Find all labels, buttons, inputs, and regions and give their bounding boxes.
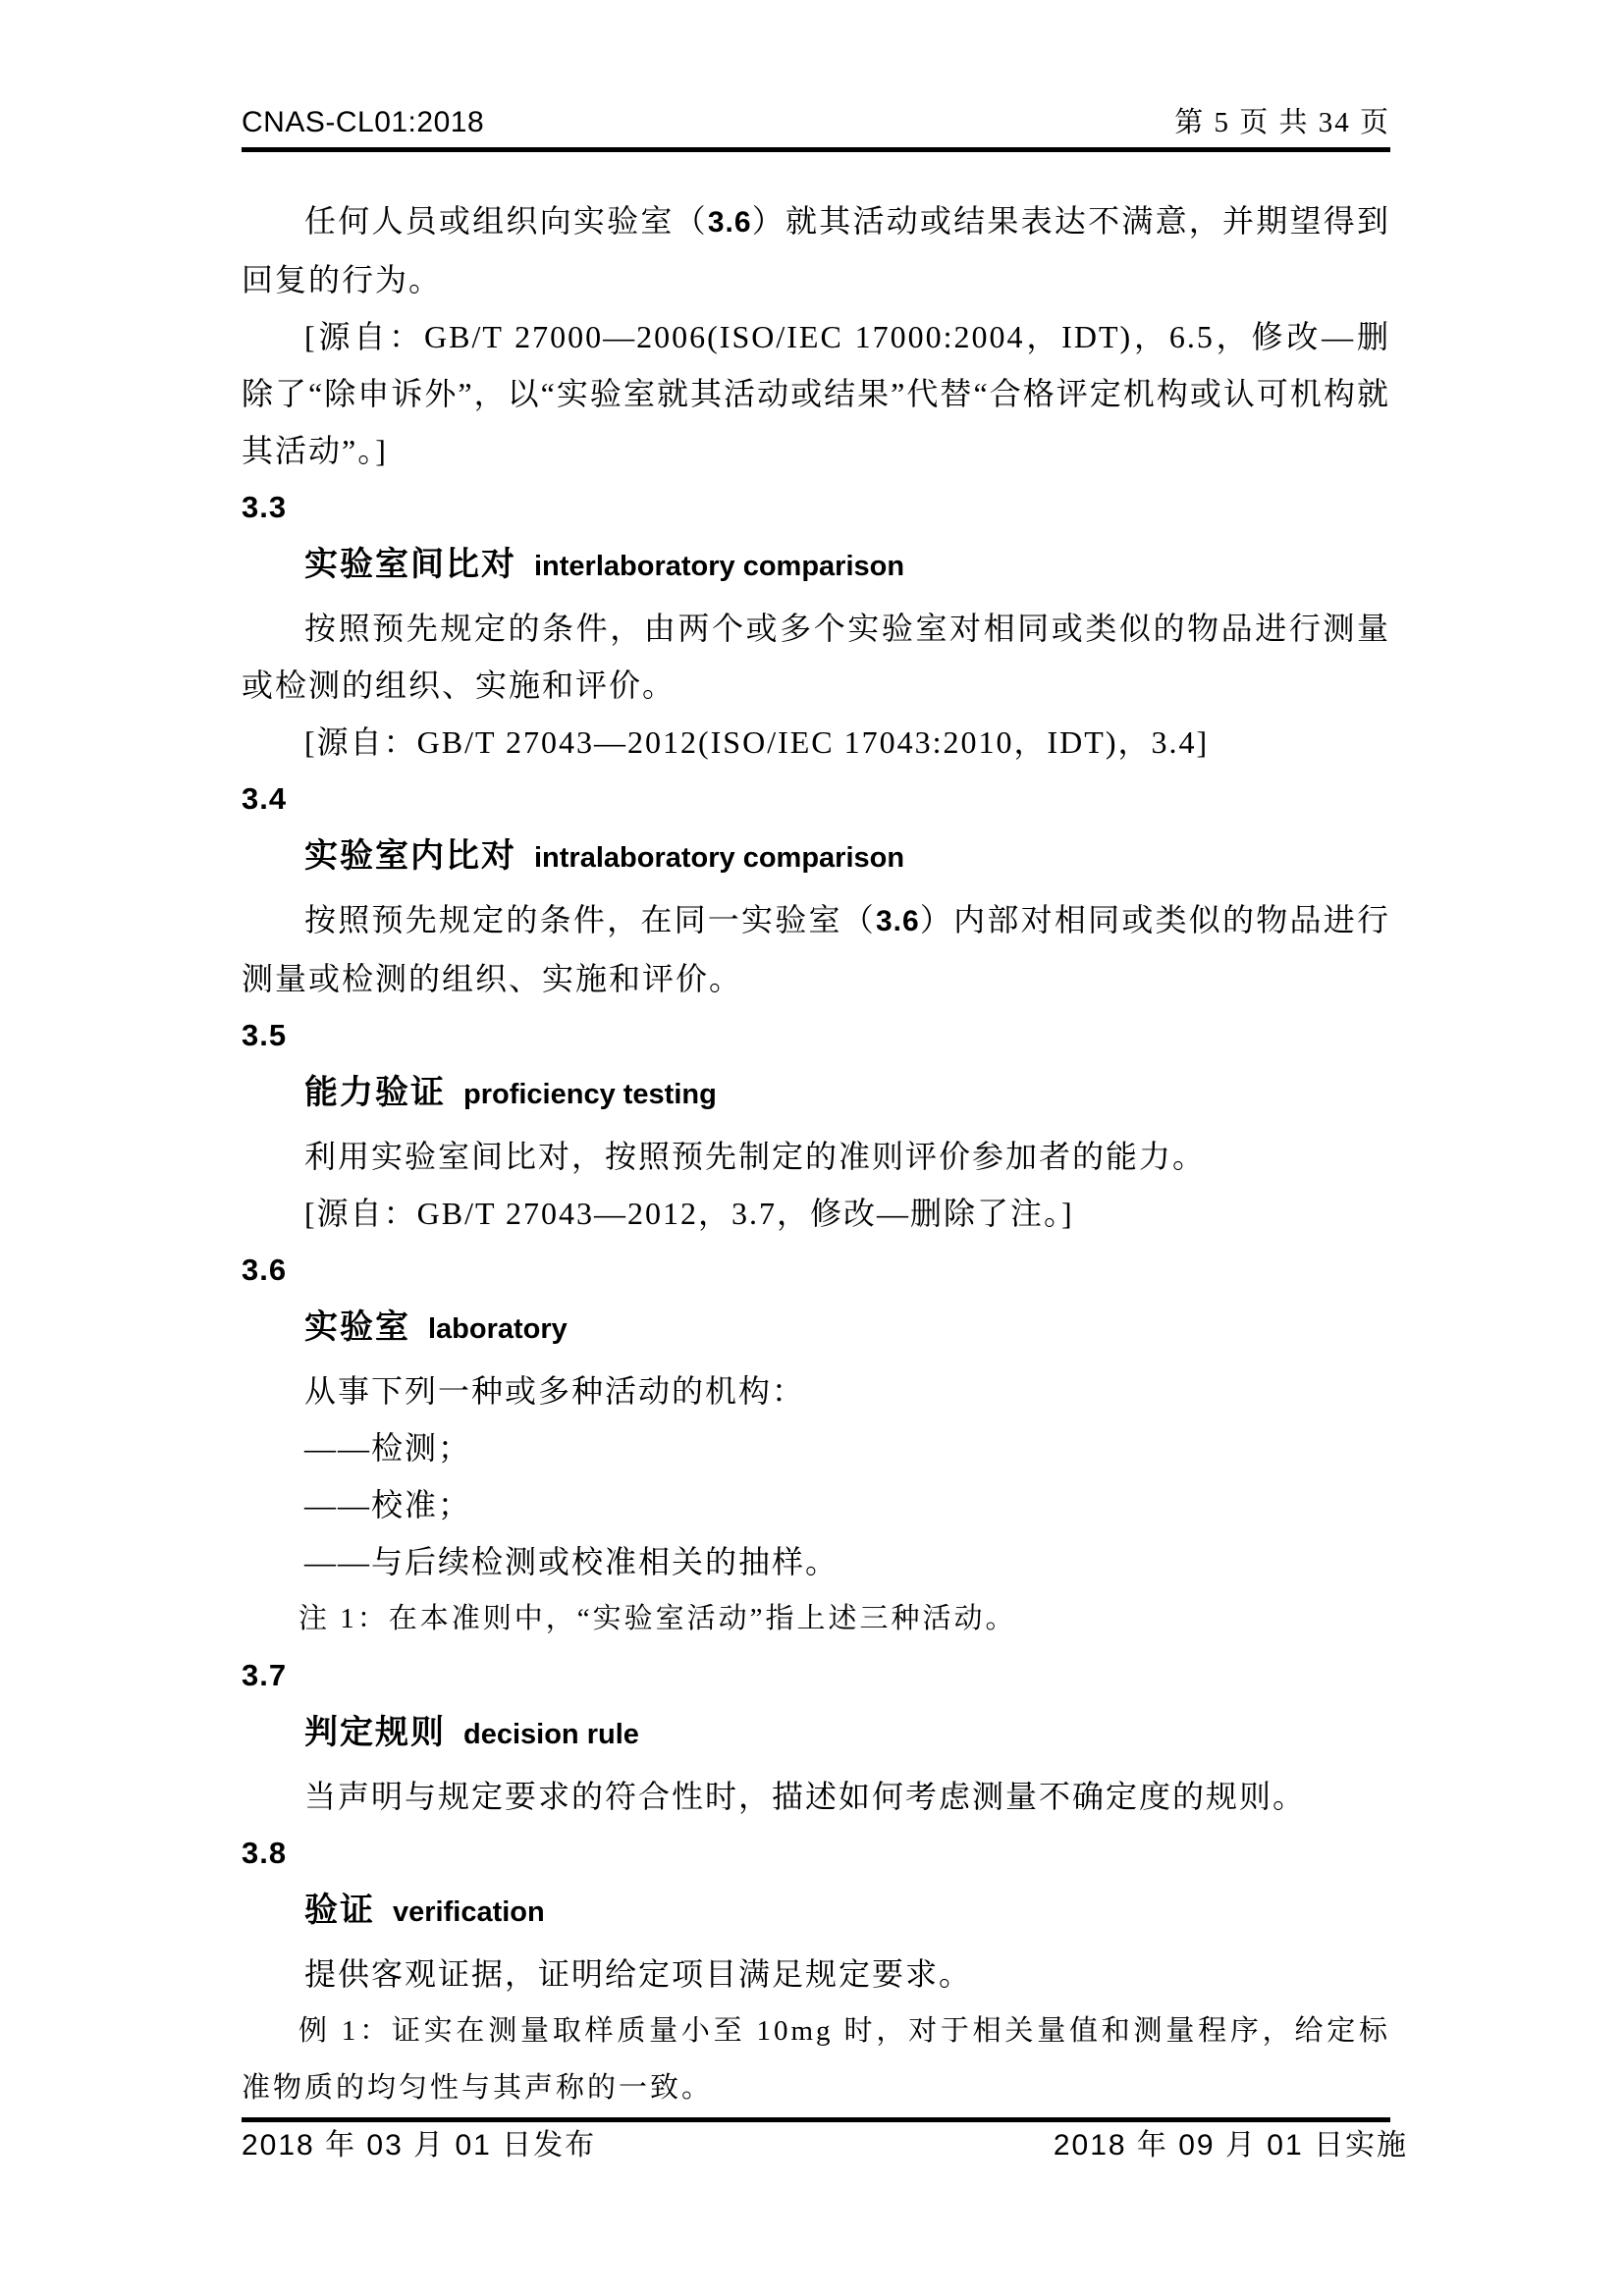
term-chinese: 验证	[304, 1892, 375, 1929]
section-number: 3.7	[242, 1658, 288, 1692]
term-english: laboratory	[428, 1313, 568, 1345]
term-english: verification	[393, 1896, 545, 1928]
section-3.3	[242, 479, 1390, 771]
paragraph: 任何人员或组织向实验室（3.6）就其活动或结果表达不满意，并期望得到回复的行为。	[242, 203, 1390, 297]
note-paragraph: 例 1：证实在测量取样质量小至 10mg 时，对于相关量值和测量程序，给定标准物质的均匀性与其声称的一致。	[242, 2015, 1390, 2104]
sections	[242, 479, 1390, 2116]
source-paragraph: [源自：GB/T 27000—2006(ISO/IEC 17000:2004，IDT)，6.5，修改—删除了“除申诉外”，以“实验室就其活动或结果”代替“合格评定机构或认可机构就其活动”。]	[242, 319, 1390, 468]
term-english: intralaboratory comparison	[534, 842, 905, 874]
term-chinese: 实验室内比对	[304, 837, 516, 875]
document-code: CNAS-CL01:2018	[242, 106, 485, 138]
section-3.4	[242, 771, 1390, 1007]
section-number: 3.4	[242, 781, 288, 816]
source-paragraph: [源自：GB/T 27043—2012(ISO/IEC 17043:2010，IDT)，3.4]	[304, 724, 1210, 760]
header-rule	[242, 147, 1390, 152]
term-chinese: 实验室间比对	[304, 546, 516, 583]
page-header	[242, 102, 1390, 143]
term-heading	[242, 1299, 1390, 1362]
section-number: 3.8	[242, 1836, 288, 1870]
cross-reference: 3.6	[707, 206, 752, 239]
paragraph: 利用实验室间比对，按照预先制定的准则评价参加者的能力。	[304, 1139, 1207, 1174]
list-item: ——与后续检测或校准相关的抽样。	[304, 1544, 839, 1579]
term-english: interlaboratory comparison	[534, 551, 905, 582]
term-english: proficiency testing	[463, 1079, 717, 1110]
term-chinese: 判定规则	[304, 1714, 446, 1751]
section-3.6	[242, 1242, 1390, 1647]
section-3.8	[242, 1825, 1390, 2116]
page-number-info: 第 5 页 共 34 页	[1174, 107, 1390, 138]
term-chinese: 实验室	[304, 1308, 410, 1346]
term-english: decision rule	[463, 1719, 639, 1750]
paragraph: 当声明与规定要求的符合性时，描述如何考虑测量不确定度的规则。	[304, 1779, 1307, 1814]
paragraph: 提供客观证据，证明给定项目满足规定要求。	[304, 1956, 973, 1992]
cross-reference: 3.6	[875, 905, 920, 937]
term-heading	[242, 1704, 1390, 1768]
section-number: 3.5	[242, 1018, 288, 1052]
section-3.5	[242, 1007, 1390, 1242]
page-footer	[242, 2126, 1408, 2165]
implement-date: 2018 年 09 月 01 日实施	[1053, 2129, 1408, 2162]
source-paragraph: [源自：GB/T 27043—2012，3.7，修改—删除了注。]	[304, 1196, 1074, 1231]
term-heading	[242, 536, 1390, 600]
paragraph: 按照预先规定的条件，由两个或多个实验室对相同或类似的物品进行测量或检测的组织、实施和评价。	[242, 611, 1390, 703]
term-heading	[242, 1882, 1390, 1946]
note-paragraph: 注 1：在本准则中，“实验室活动”指上述三种活动。	[298, 1603, 1017, 1634]
paragraph: 从事下列一种或多种活动的机构：	[304, 1373, 806, 1409]
section-3.7	[242, 1647, 1390, 1825]
paragraph: 按照预先规定的条件，在同一实验室（3.6）内部对相同或类似的物品进行测量或检测的组织、实施和评价。	[242, 902, 1390, 996]
document-body	[242, 192, 1390, 2116]
intro-paragraphs	[242, 192, 1390, 479]
section-number: 3.6	[242, 1253, 288, 1287]
section-number: 3.3	[242, 490, 288, 524]
issue-date: 2018 年 03 月 01 日发布	[242, 2129, 597, 2162]
term-heading	[242, 1064, 1390, 1128]
list-item: ——检测；	[304, 1430, 472, 1466]
list-item: ——校准；	[304, 1487, 472, 1522]
term-chinese: 能力验证	[304, 1074, 446, 1111]
term-heading	[242, 828, 1390, 891]
footer-rule	[242, 2117, 1390, 2122]
